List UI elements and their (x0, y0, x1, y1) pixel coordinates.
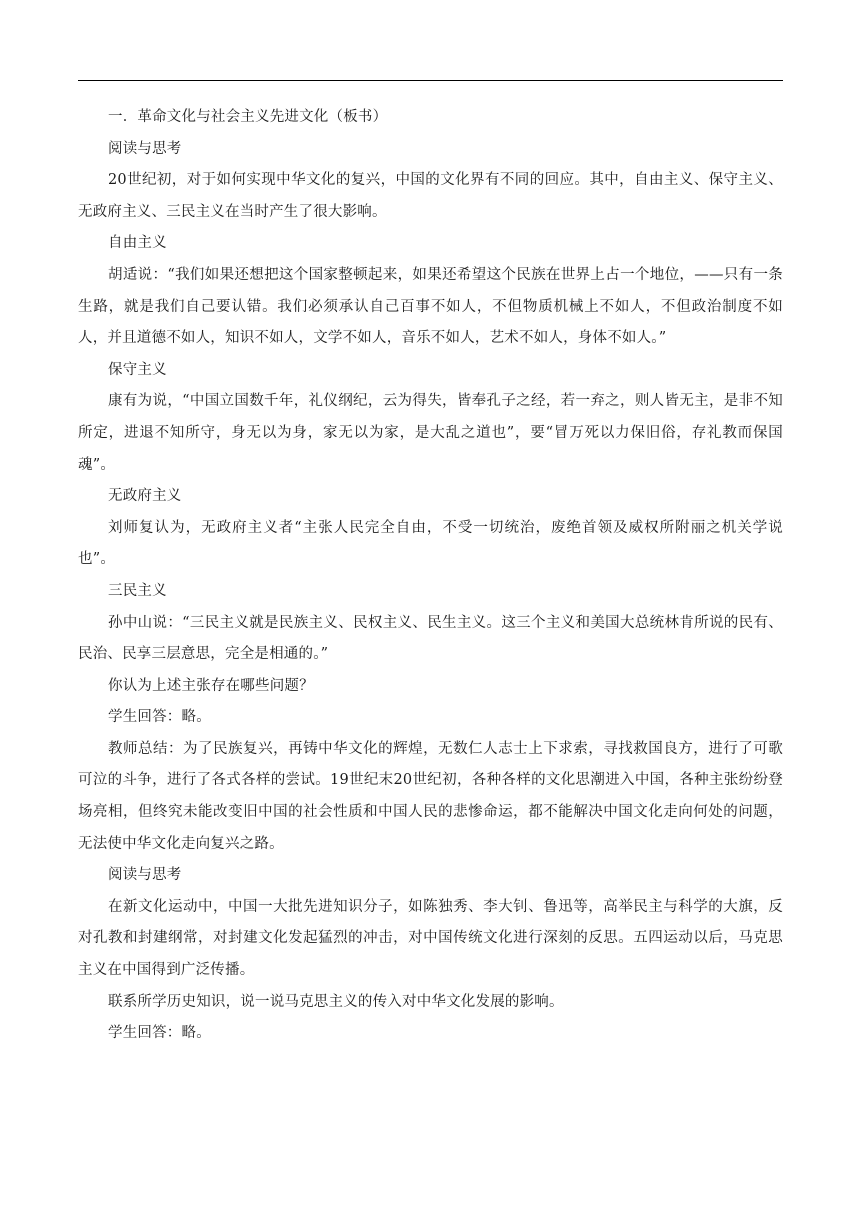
question-marxism-impact: 联系所学历史知识，说一说马克思主义的传入对中华文化发展的影响。 (108, 993, 564, 1010)
subheading-conservatism: 保守主义 (108, 361, 167, 378)
subheading-read-think-2: 阅读与思考 (108, 867, 182, 884)
subheading-anarchism: 无政府主义 (108, 488, 182, 505)
student-answer-2: 学生回答：略。 (108, 1025, 211, 1042)
paragraph-intro: 20世纪初，对于如何实现中华文化的复兴，中国的文化界有不同的回应。其中，自由主义、保守主义、无政府主义、三民主义在当时产生了很大影响。 (78, 172, 783, 220)
paragraph-kang-youwei-quote: 康有为说，“中国立国数千年，礼仪纲纪，云为得失，皆奉孔子之经，若一弃之，则人皆无主，是非不知所定，进退不知所守，身无以为身，家无以为家，是大乱之道也”，要“冒万死以力保旧俗，存礼教而保国魂”。 (78, 393, 783, 473)
paragraph-teacher-summary: 教师总结：为了民族复兴，再铸中华文化的辉煌，无数仁人志士上下求索，寻找救国良方，进行了可歌可泣的斗争，进行了各式各样的尝试。19世纪末20世纪初，各种各样的文化思潮进入中国，各种主张纷纷登场亮相，但终究未能改变旧中国的社会性质和中国人民的悲惨命运，都不能解决中国文化走向何处的问题，无法使中华文化走向复兴之路。 (78, 740, 783, 852)
subheading-three-principles: 三民主义 (108, 582, 167, 599)
paragraph-hu-shi-quote: 胡适说：“我们如果还想把这个国家整顿起来，如果还希望这个民族在世界上占一个地位，——只有一条生路，就是我们自己要认错。我们必须承认自己百事不如人，不但物质机械上不如人，不但政治制度不如人，并且道德不如人，知识不如人，文学不如人，音乐不如人，艺术不如人，身体不如人。” (78, 266, 783, 347)
subheading-read-think: 阅读与思考 (108, 140, 182, 157)
paragraph-liu-shifu-quote: 刘师复认为，无政府主义者“主张人民完全自由，不受一切统治，废绝首领及威权所附丽之机关学说也”。 (78, 519, 783, 568)
section-heading: 一．革命文化与社会主义先进文化（板书） (108, 109, 388, 125)
paragraph-new-culture-movement: 在新文化运动中，中国一大批先进知识分子，如陈独秀、李大钊、鲁迅等，高举民主与科学的大旗，反对孔教和封建纲常，对封建文化发起猛烈的冲击，对中国传统文化进行深刻的反思。五四运动以后，马克思主义在中国得到广泛传播。 (78, 898, 783, 979)
document-body (78, 102, 783, 1050)
question-problems: 你认为上述主张存在哪些问题？ (108, 677, 314, 694)
subheading-liberalism: 自由主义 (108, 235, 167, 252)
student-answer: 学生回答：略。 (108, 709, 211, 726)
header-rule (78, 80, 783, 81)
paragraph-sun-yatsen-quote: 孙中山说：“三民主义就是民族主义、民权主义、民生主义。这三个主义和美国大总统林肯所说的民有、民治、民享三层意思，完全是相通的。” (78, 614, 783, 663)
